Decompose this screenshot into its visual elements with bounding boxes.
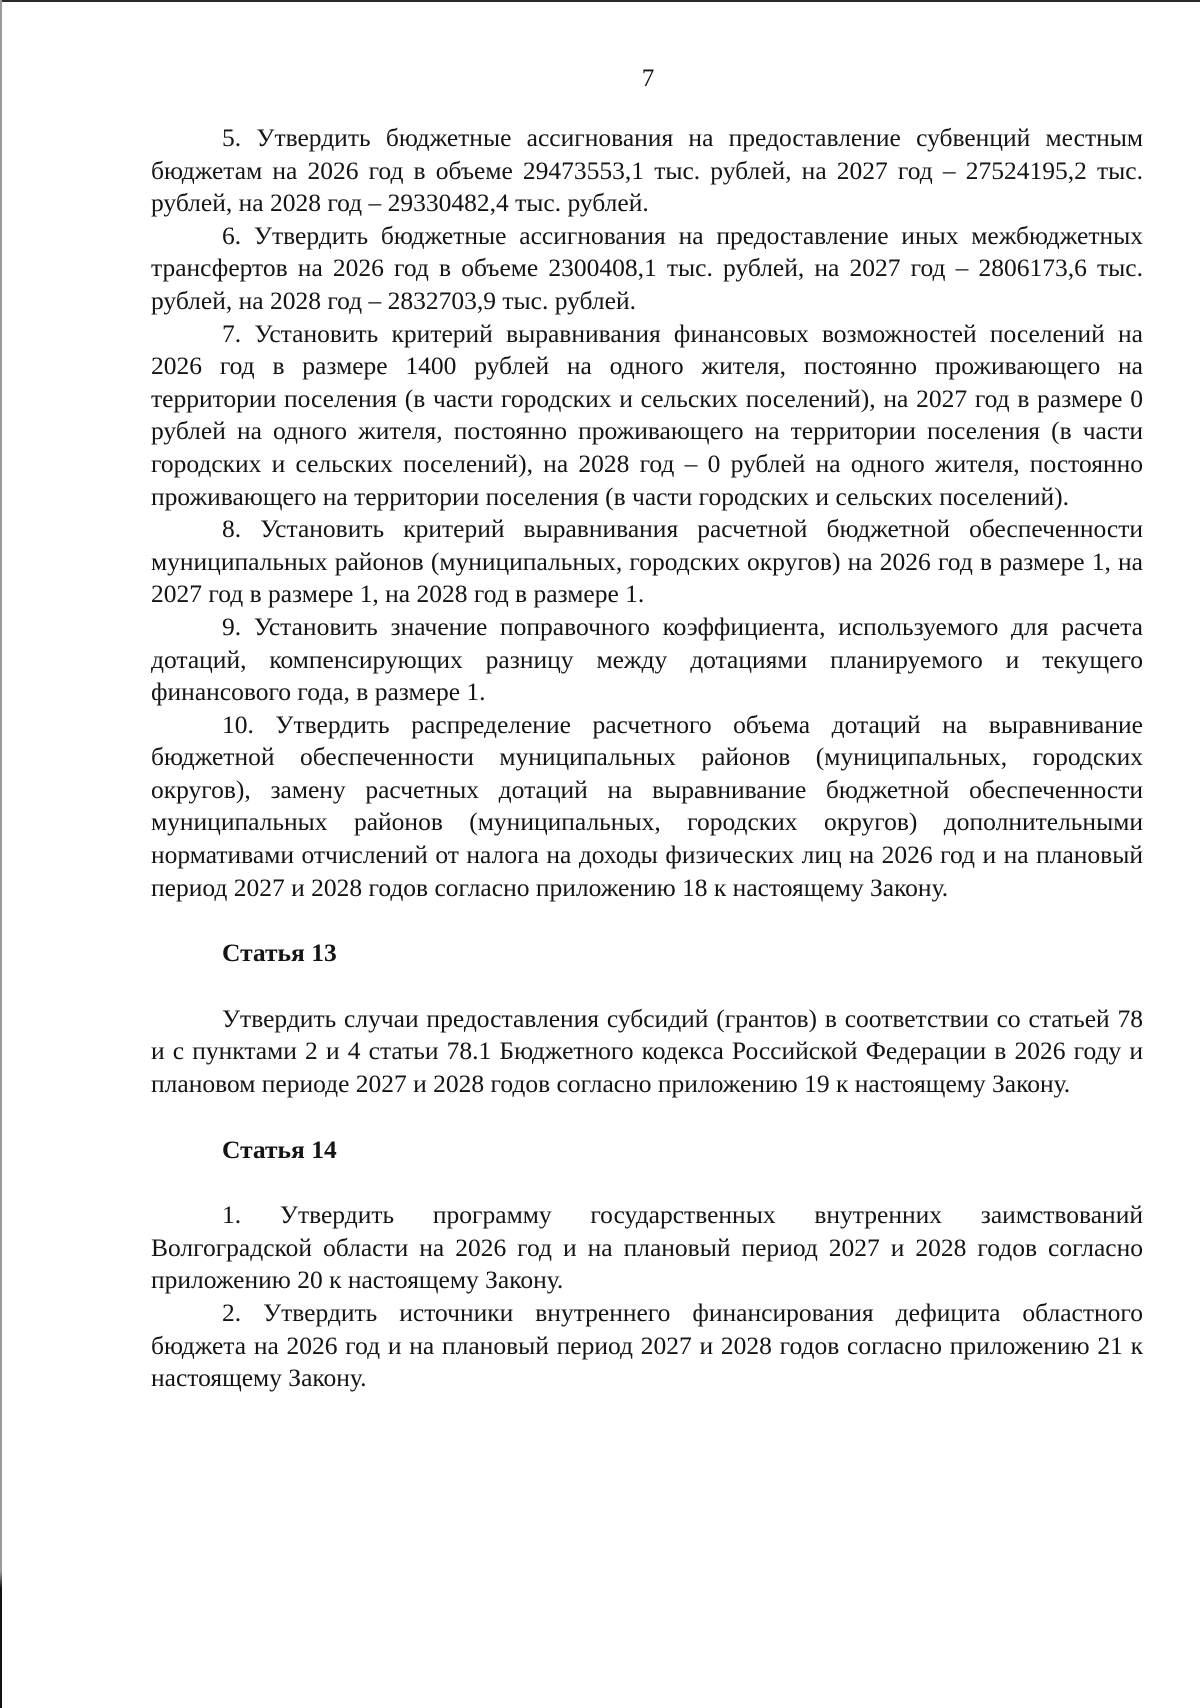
paragraph-item-7: 7. Установить критерий выравнивания финансовых возможностей поселений на 2026 год в размере 1400 рублей на одного жителя, постоянно проживающего на территории поселения (в части городских и сельских поселений), на 2027 год в размере 0 рублей на одного жителя, постоянно проживающего на территории поселения (в части городских и сельских поселений), на 2028 год – 0 рублей на одного жителя, постоянно проживающего на территории поселения (в части городских и сельских поселений). [151,318,1143,511]
paragraph-item-10: 10. Утвердить распределение расчетного объема дотаций на выравнивание бюджетной обеспеченности муниципальных районов (муниципальных, городских округов), замену расчетных дотаций на выравнивание бюджетной обеспеченности муниципальных районов (муниципальных, городских округов) дополнительными нормативами отчислений от налога на доходы физических лиц на 2026 год и на плановый период 2027 и 2028 годов согласно приложению 18 к настоящему Закону. [151,709,1143,902]
page-number: 7 [641,65,655,92]
paragraph-item-5: 5. Утвердить бюджетные ассигнования на предоставление субвенций местным бюджетам на 2026 год в объеме 29473553,1 тыс. рублей, на 2027 год – 27524195,2 тыс. рублей, на 2028 год – 29330482,4 тыс. рублей. [151,123,1143,218]
scan-edge-top [0,0,1200,2]
paragraph-item-9: 9. Установить значение поправочного коэффициента, используемого для расчета дотаций, компенсирующих разницу между дотациями планируемого и текущего финансового года, в размере 1. [151,611,1143,707]
paragraph-item-6: 6. Утвердить бюджетные ассигнования на предоставление иных межбюджетных трансфертов на 2026 год в объеме 2300408,1 тыс. рублей, на 2027 год – 2806173,6 тыс. рублей, на 2028 год – 2832703,9 тыс. рублей. [151,220,1143,315]
article-14-item-2: 2. Утвердить источники внутреннего финансирования дефицита областного бюджета на 2026 год и на плановый период 2027 и 2028 годов согласно приложению 21 к настоящему Закону. [151,1298,1143,1393]
article-14-heading: Статья 14 [222,1134,337,1164]
article-14-item-1: 1. Утвердить программу государственных внутренних заимствований Волгоградской области на 2026 год и на плановый период 2027 и 2028 годов согласно приложению 20 к настоящему Закону. [151,1200,1143,1295]
document-body [151,122,1143,1395]
article-13-text: Утвердить случаи предоставления субсидий (грантов) в соответствии со статьей 78 и с пунктами 2 и 4 статьи 78.1 Бюджетного кодекса Российской Федерации в 2026 году и плановом периоде 2027 и 2028 годов согласно приложению 19 к настоящему Закону. [151,1003,1143,1099]
paragraph-item-8: 8. Установить критерий выравнивания расчетной бюджетной обеспеченности муниципальных районов (муниципальных, городских округов) на 2026 год в размере 1, на 2027 год в размере 1, на 2028 год в размере 1. [151,514,1143,609]
article-13-heading: Статья 13 [222,938,337,968]
scan-edge-left [0,0,2,1708]
